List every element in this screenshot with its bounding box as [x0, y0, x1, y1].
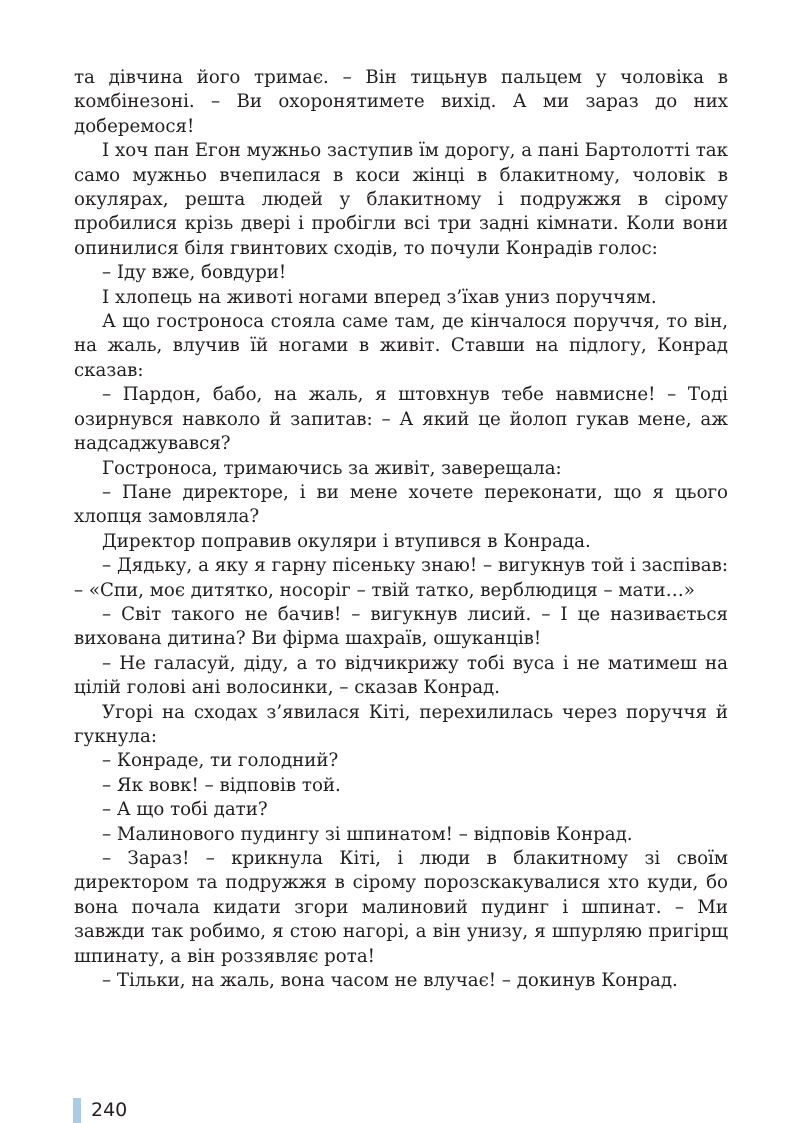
paragraph: – Малинового пудингу зі шпинатом! – відповів Конрад. — [102, 823, 633, 845]
paragraph: – Конраде, ти голодний? — [102, 750, 339, 772]
paragraph: І хоч пан Егон мужньо заступив їм дорогу, а пані Бартолотті так само мужньо вчепилася в коси жінці в блакитному, чоловік в окулярах, решта людей у блакитному і подружжя в сірому пробилися крізь двері і пробігли всі три задні кімнати. Коли вони опинилися біля гвинтових сходів, то почули Конрадів голос: — [74, 140, 728, 259]
paragraph: – Пане директоре, і ви мене хочете переконати, що я цього хлопця замовляла? — [74, 481, 728, 528]
paragraph: – Не галасуй, діду, а то відчикрижу тобі вуса і не матимеш на цілій голові ані волосинки, – сказав Конрад. — [74, 652, 728, 699]
paragraph: – Зараз! – крикнула Кіті, і люди в блакитному зі своїм директором та подружжя в сірому порозскакувалися хто куди, бо вона почала кидати згори малиновий пудинг і шпинат. – Ми завжди так робимо, я стою нагорі, а він унизу, я шпурляю пригірщ шпинату, а він роззявляє рота! — [74, 848, 728, 967]
paragraph: А що гостроноса стояла саме там, де кінчалося поруччя, то він, на жаль, влучив їй ногами в живіт. Ставши на підлогу, Конрад сказав: — [74, 311, 728, 381]
page-body-text — [74, 66, 728, 993]
paragraph: Гостроноса, тримаючись за живіт, заверещала: — [102, 457, 562, 479]
paragraph: – Тільки, на жаль, вона часом не влучає! – докинув Конрад. — [102, 970, 678, 992]
page-marker-bar — [73, 1098, 81, 1123]
paragraph: – Іду вже, бовдури! — [102, 262, 287, 284]
paragraph: Директор поправив окуляри і втупився в Конрада. — [102, 530, 591, 552]
paragraph: – Світ такого не бачив! – вигукнув лисий. – І це називається вихована дитина? Ви фірма шахраїв, ошуканців! — [74, 603, 728, 650]
page-footer — [73, 1097, 127, 1123]
paragraph: Угорі на сходах з’явилася Кіті, перехилилась через поруччя й гукнула: — [74, 701, 728, 747]
page-number: 240 — [91, 1099, 128, 1121]
paragraph: та дівчина його тримає. – Він тицьнув пальцем у чоловіка в комбінезоні. – Ви охоронятимете вихід. А ми зараз до них доберемося! — [74, 67, 728, 137]
paragraph: – Як вовк! – відповів той. — [102, 774, 341, 796]
paragraph: – Пардон, бабо, на жаль, я штовхнув тебе навмисне! – Тоді озирнувся навколо й запитав: – А який це йолоп гукав мене, аж надсаджувався? — [74, 384, 728, 455]
paragraph: І хлопець на животі ногами вперед з’їхав униз поруччям. — [102, 286, 657, 308]
paragraph: – А що тобі дати? — [102, 799, 268, 821]
paragraph: – Дядьку, а яку я гарну пісеньку знаю! – вигукнув той і заспівав: – «Спи, моє дитятко, носоріг – твій татко, верблюдиця – мати…» — [74, 555, 728, 601]
